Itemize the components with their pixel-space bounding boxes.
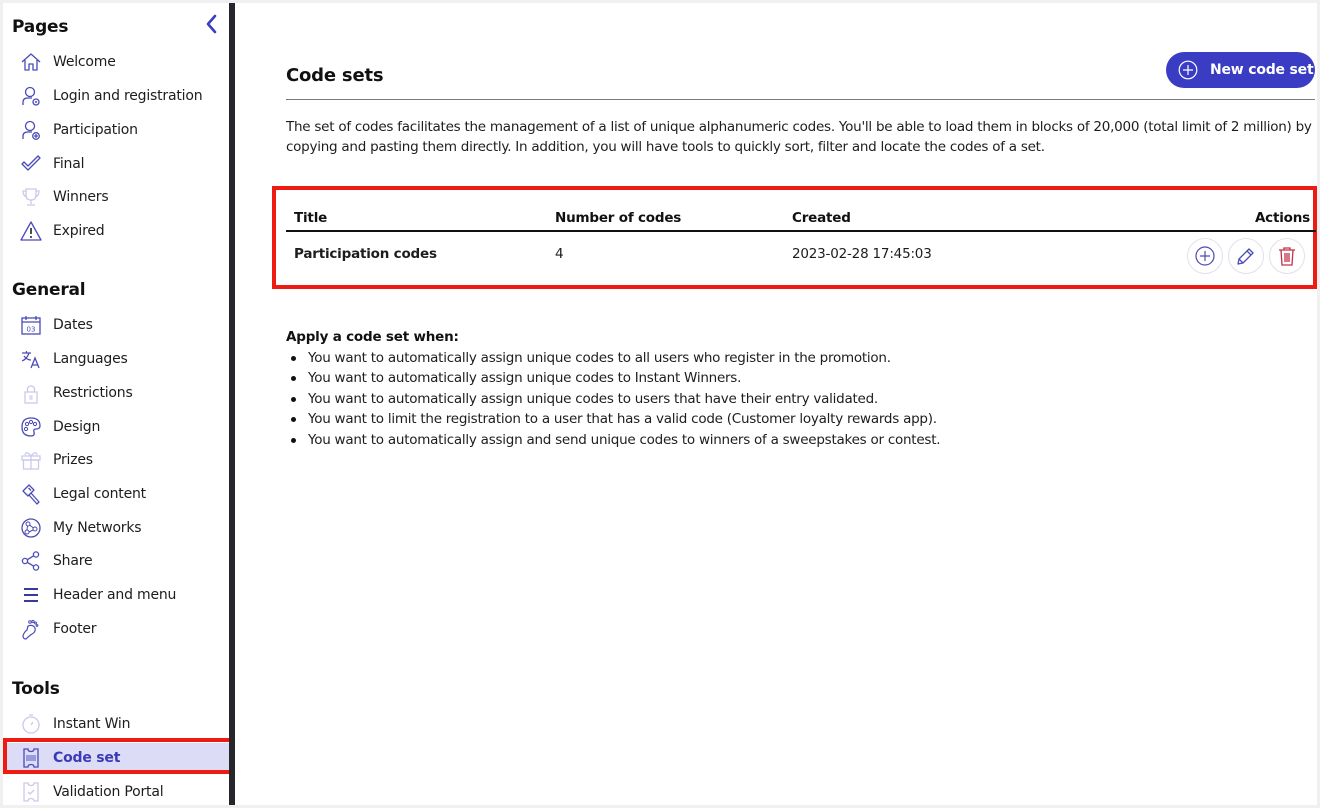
sidebar-item-label: Prizes: [53, 452, 93, 468]
sidebar-item-label: Instant Win: [53, 716, 131, 732]
sidebar-item-validation-portal[interactable]: [3, 777, 229, 805]
section-title-general: General: [12, 280, 86, 300]
sidebar-item-dates[interactable]: [3, 310, 229, 340]
column-header-title: Title: [294, 210, 328, 226]
main-content: [239, 3, 1317, 805]
sidebar-item-label: Dates: [53, 317, 93, 333]
stopwatch-icon: [20, 713, 42, 735]
chevron-left-icon: [201, 13, 223, 35]
ticket-barcode-icon: [20, 747, 42, 769]
pencil-icon: [1235, 245, 1257, 267]
ticket-check-icon: [20, 781, 42, 803]
apply-list: [286, 348, 940, 450]
page-title: Code sets: [286, 65, 384, 86]
gavel-icon: [20, 483, 42, 505]
description-text: The set of codes facilitates the management of a list of unique alphanumeric codes. You'll be able to load them in blocks of 20,000 (total limit of 2 million) by copying and pasting them directly. In addition, you will have tools to quickly sort, filter and locate the codes of a set.: [286, 119, 1312, 155]
sidebar-item-instant-win[interactable]: [3, 709, 229, 739]
column-header-created: Created: [792, 210, 851, 226]
list-item: You want to automatically assign and send unique codes to winners of a sweepstakes or contest.: [286, 430, 940, 450]
cell-created: 2023-02-28 17:45:03: [792, 246, 932, 262]
sidebar-item-label: Participation: [53, 122, 138, 138]
translate-icon: [20, 348, 42, 370]
new-code-set-label: New code set: [1210, 62, 1314, 78]
warning-icon: [20, 220, 42, 242]
gift-icon: [20, 449, 42, 471]
sidebar-item-expired[interactable]: [3, 216, 229, 246]
trash-icon: [1276, 245, 1298, 267]
sidebar-item-label: Welcome: [53, 54, 116, 70]
apply-title: Apply a code set when:: [286, 329, 459, 345]
delete-button[interactable]: [1269, 238, 1305, 274]
title-divider: [286, 99, 1315, 100]
sidebar-item-label: Languages: [53, 351, 128, 367]
network-icon: [20, 517, 42, 539]
sidebar-item-label: Winners: [53, 189, 109, 205]
sidebar-item-prizes[interactable]: [3, 445, 229, 475]
sidebar-item-label: Final: [53, 156, 85, 172]
plus-circle-icon: [1194, 245, 1216, 267]
table-header: [286, 204, 1316, 232]
sidebar-item-footer[interactable]: [3, 614, 229, 644]
sidebar-item-final[interactable]: [3, 149, 229, 179]
palette-icon: [20, 416, 42, 438]
sidebar-item-label: Header and menu: [53, 587, 177, 603]
sidebar-item-winners[interactable]: [3, 182, 229, 212]
sidebar-item-welcome[interactable]: [3, 47, 229, 77]
sidebar-item-label: Login and registration: [53, 88, 203, 104]
check-icon: [20, 153, 42, 175]
sidebar-item-share[interactable]: [3, 546, 229, 576]
sidebar-item-label: Expired: [53, 223, 105, 239]
sidebar-scrollbar[interactable]: [229, 3, 235, 805]
section-title-tools: Tools: [12, 679, 60, 699]
column-header-actions: Actions: [1254, 210, 1310, 226]
sidebar: [3, 3, 229, 805]
sidebar-item-languages[interactable]: [3, 344, 229, 374]
cell-title: Participation codes: [294, 246, 437, 262]
code-sets-table: [272, 186, 1317, 289]
list-item: You want to automatically assign unique codes to users that have their entry validated.: [286, 389, 940, 409]
sidebar-item-legal-content[interactable]: [3, 479, 229, 509]
sidebar-item-header-menu[interactable]: [3, 580, 229, 610]
collapse-sidebar-button[interactable]: [201, 13, 223, 35]
list-item: You want to limit the registration to a user that has a valid code (Customer loyalty rewards app).: [286, 409, 940, 429]
calendar-icon: [20, 314, 42, 336]
sidebar-item-label: Design: [53, 419, 101, 435]
section-title-pages: Pages: [12, 17, 69, 37]
sidebar-item-participation[interactable]: [3, 115, 229, 145]
sidebar-item-label: Code set: [53, 750, 121, 766]
new-code-set-button[interactable]: [1166, 52, 1315, 88]
sidebar-item-label: Validation Portal: [53, 784, 164, 800]
sidebar-item-my-networks[interactable]: [3, 513, 229, 543]
sidebar-item-code-set[interactable]: [6, 743, 230, 773]
user-at-icon: [20, 85, 42, 107]
sidebar-item-login-registration[interactable]: [3, 81, 229, 111]
plus-circle-icon: [1178, 60, 1198, 80]
svg-text:03: 03: [26, 325, 36, 334]
sidebar-item-label: Restrictions: [53, 385, 133, 401]
trophy-icon: [20, 186, 42, 208]
home-icon: [20, 51, 42, 73]
sidebar-item-label: Footer: [53, 621, 97, 637]
menu-icon: [20, 584, 42, 606]
app-frame: [3, 3, 1317, 805]
sidebar-item-label: My Networks: [53, 520, 142, 536]
sidebar-item-label: Share: [53, 553, 93, 569]
list-item: You want to automatically assign unique codes to all users who register in the promotion.: [286, 348, 940, 368]
sidebar-item-label: Legal content: [53, 486, 146, 502]
user-plus-icon: [20, 119, 42, 141]
edit-button[interactable]: [1228, 238, 1264, 274]
list-item: You want to automatically assign unique codes to Instant Winners.: [286, 368, 940, 388]
column-header-number-of-codes: Number of codes: [555, 210, 682, 226]
sidebar-item-restrictions[interactable]: [3, 378, 229, 408]
sidebar-item-design[interactable]: [3, 412, 229, 442]
add-codes-button[interactable]: [1187, 238, 1223, 274]
share-icon: [20, 550, 42, 572]
footprint-icon: [20, 618, 42, 640]
lock-icon: [20, 382, 42, 404]
cell-number-of-codes: 4: [555, 246, 564, 262]
table-row: [286, 234, 1316, 274]
